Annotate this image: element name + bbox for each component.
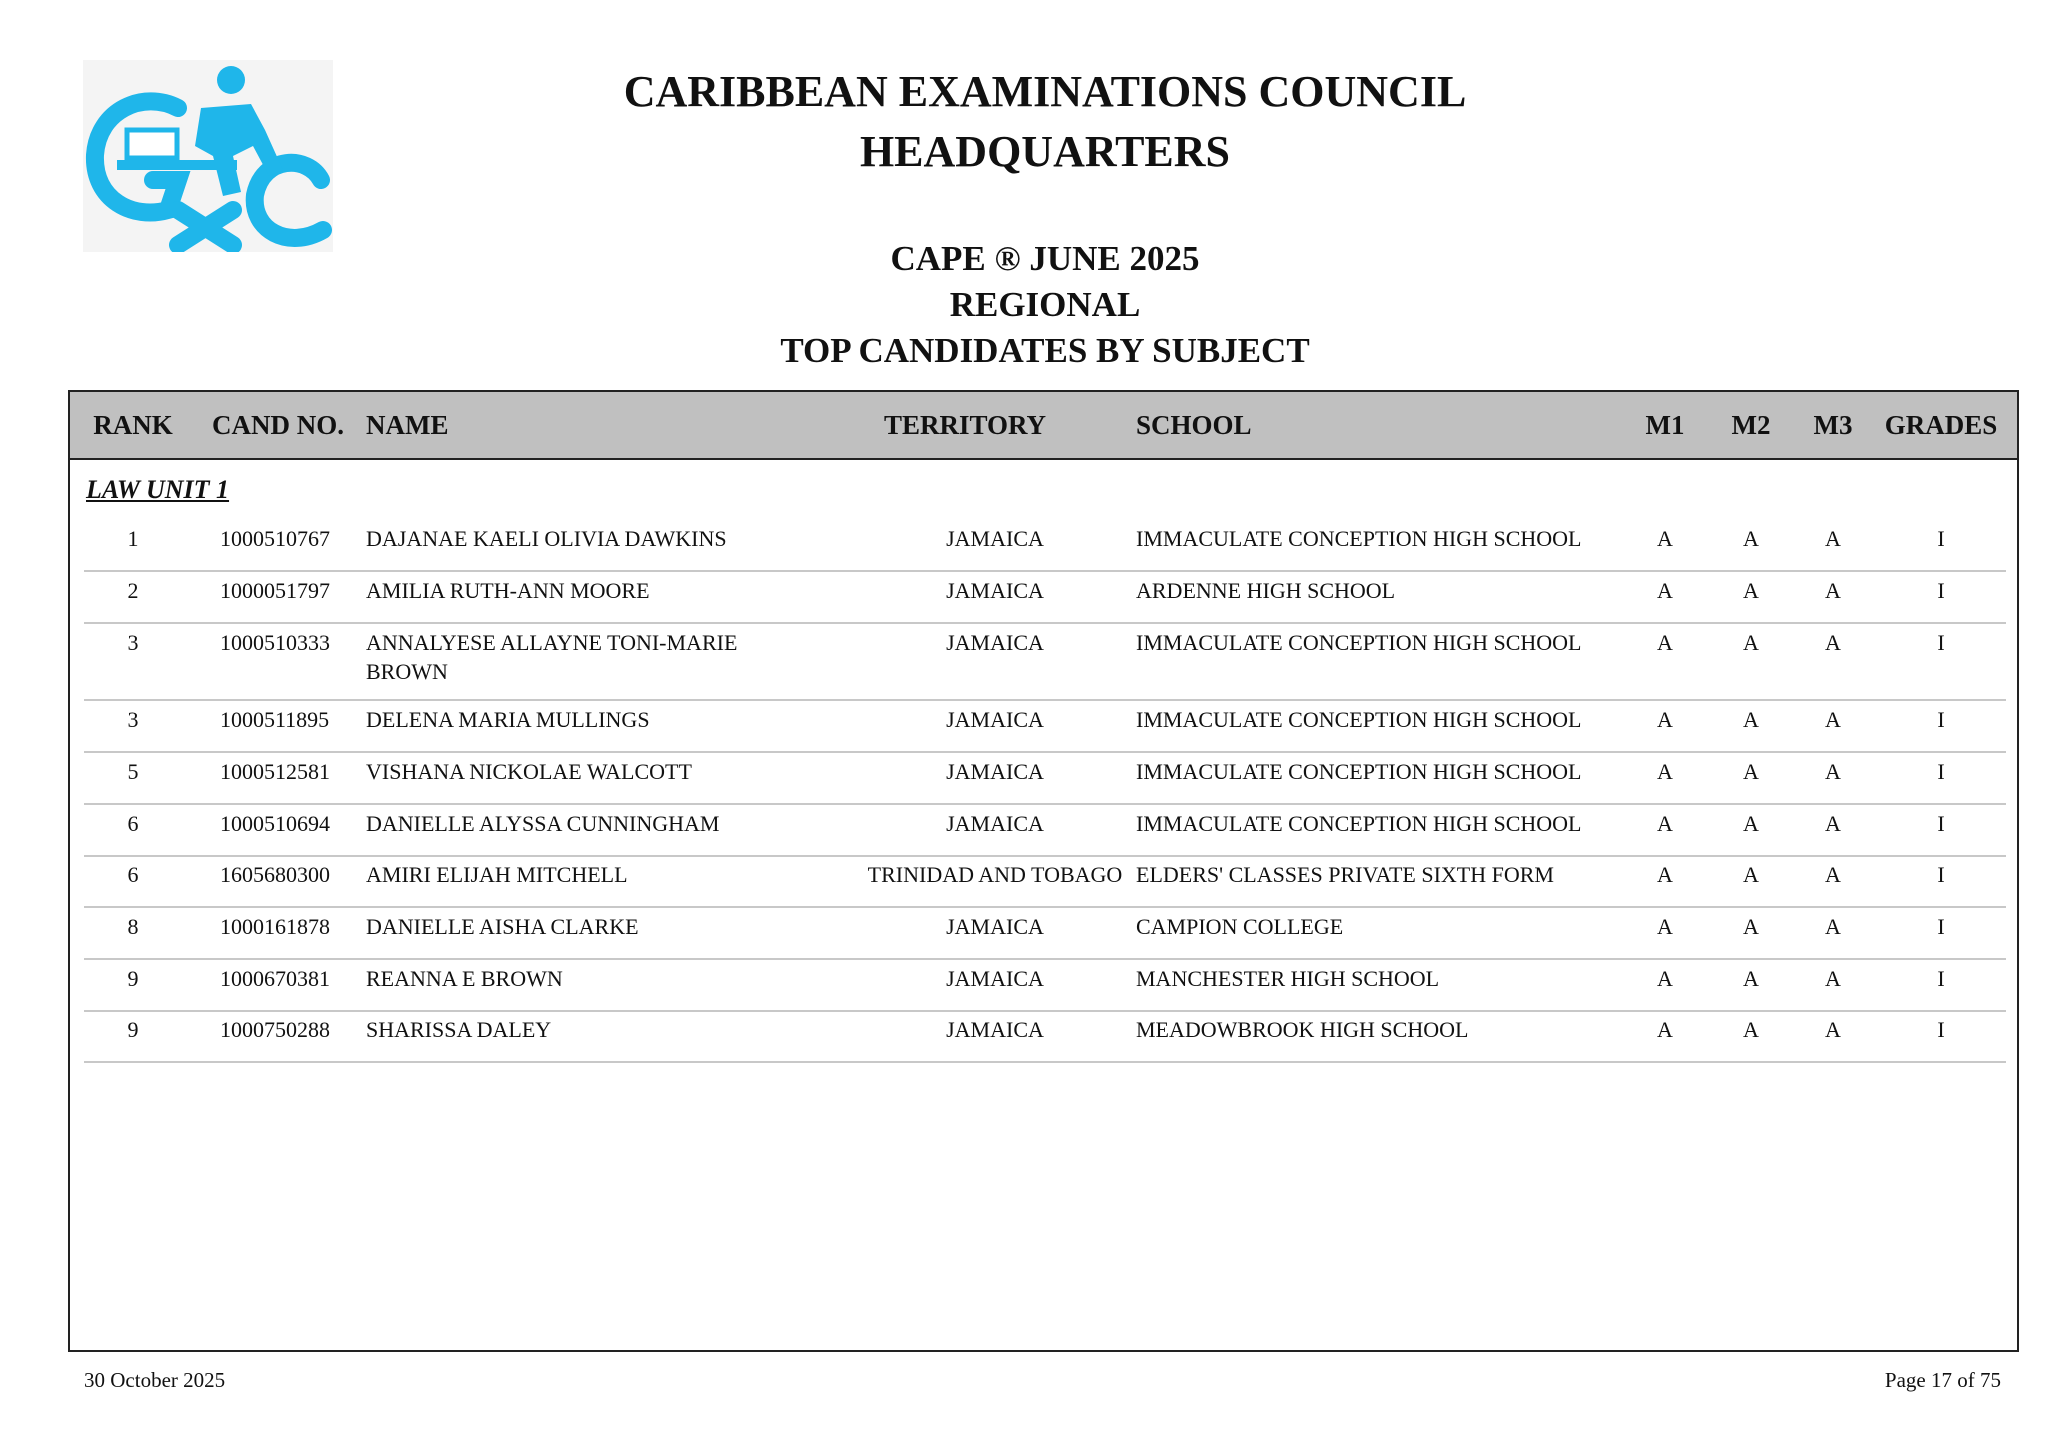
m1-cell: A <box>1657 862 1673 887</box>
m3-cell: A <box>1825 526 1841 551</box>
rank-cell: 2 <box>127 578 139 603</box>
col-rank: RANK <box>93 410 173 440</box>
cand-no-cell: 1000511895 <box>220 707 330 732</box>
cand-no-cell: 1000161878 <box>220 914 330 939</box>
territory-cell: JAMAICA <box>946 630 1044 655</box>
m3-cell: A <box>1825 811 1841 836</box>
m3-cell: A <box>1825 630 1841 655</box>
territory-cell: JAMAICA <box>946 759 1044 784</box>
col-cand-no: CAND NO. <box>212 410 344 440</box>
school-cell: MEADOWBROOK HIGH SCHOOL <box>1136 1017 1469 1042</box>
m2-cell: A <box>1743 526 1759 551</box>
territory-cell: JAMAICA <box>946 1017 1044 1042</box>
m1-cell: A <box>1657 630 1673 655</box>
col-m1: M1 <box>1645 410 1685 440</box>
section-title: LAW UNIT 1 <box>86 475 230 504</box>
col-territory: TERRITORY <box>883 410 1047 440</box>
rank-cell: 9 <box>127 966 139 991</box>
cand-no-cell: 1000510767 <box>220 526 330 551</box>
territory-cell: JAMAICA <box>946 526 1044 551</box>
cand-no-cell: 1000051797 <box>220 578 330 603</box>
grade-cell: I <box>1937 578 1945 603</box>
m2-cell: A <box>1743 630 1759 655</box>
m2-cell: A <box>1743 966 1759 991</box>
name-cell: DANIELLE AISHA CLARKE <box>366 914 639 939</box>
grade-cell: I <box>1937 862 1945 887</box>
rank-cell: 5 <box>127 759 139 784</box>
table-row <box>84 624 2006 701</box>
rank-cell: 1 <box>127 526 139 551</box>
print-date: 30 October 2025 <box>84 1368 226 1392</box>
school-cell: ELDERS' CLASSES PRIVATE SIXTH FORM <box>1136 862 1554 887</box>
school-cell: IMMACULATE CONCEPTION HIGH SCHOOL <box>1136 759 1582 784</box>
org-line-1: CARIBBEAN EXAMINATIONS COUNCIL <box>623 67 1467 116</box>
m3-cell: A <box>1825 862 1841 887</box>
m2-cell: A <box>1743 862 1759 887</box>
grade-cell: I <box>1937 811 1945 836</box>
school-cell: MANCHESTER HIGH SCHOOL <box>1136 966 1440 991</box>
name-cell: DAJANAE KAELI OLIVIA DAWKINS <box>366 526 727 551</box>
m2-cell: A <box>1743 914 1759 939</box>
territory-cell: JAMAICA <box>946 578 1044 603</box>
table-row <box>84 753 2006 805</box>
m3-cell: A <box>1825 914 1841 939</box>
school-cell: IMMACULATE CONCEPTION HIGH SCHOOL <box>1136 630 1582 655</box>
m1-cell: A <box>1657 578 1673 603</box>
m3-cell: A <box>1825 578 1841 603</box>
organization-name <box>0 62 2048 182</box>
m3-cell: A <box>1825 707 1841 732</box>
m2-cell: A <box>1743 811 1759 836</box>
grade-cell: I <box>1937 630 1945 655</box>
region-title: REGIONAL <box>949 285 1141 324</box>
m2-cell: A <box>1743 1017 1759 1042</box>
m1-cell: A <box>1657 759 1673 784</box>
report-subtitle <box>0 236 2048 374</box>
school-cell: IMMACULATE CONCEPTION HIGH SCHOOL <box>1136 707 1582 732</box>
school-cell: ARDENNE HIGH SCHOOL <box>1136 578 1396 603</box>
col-m2: M2 <box>1731 410 1771 440</box>
m1-cell: A <box>1657 914 1673 939</box>
table-row <box>84 805 2006 857</box>
col-school: SCHOOL <box>1136 410 1252 440</box>
name-cell: VISHANA NICKOLAE WALCOTT <box>366 759 692 784</box>
m1-cell: A <box>1657 526 1673 551</box>
results-table <box>68 390 2019 1352</box>
col-name: NAME <box>366 410 449 440</box>
territory-cell: TRINIDAD AND TOBAGO <box>867 862 1123 887</box>
grade-cell: I <box>1937 759 1945 784</box>
territory-cell: JAMAICA <box>946 914 1044 939</box>
m3-cell: A <box>1825 759 1841 784</box>
cand-no-cell: 1000670381 <box>220 966 330 991</box>
table-row <box>84 960 2006 1012</box>
cand-no-cell: 1000750288 <box>220 1017 330 1042</box>
cand-no-cell: 1605680300 <box>220 862 330 887</box>
rank-cell: 3 <box>127 707 139 732</box>
m1-cell: A <box>1657 707 1673 732</box>
rank-cell: 6 <box>127 811 139 836</box>
m3-cell: A <box>1825 966 1841 991</box>
table-row <box>84 520 2006 572</box>
name-cell: DANIELLE ALYSSA CUNNINGHAM <box>366 811 720 836</box>
grade-cell: I <box>1937 707 1945 732</box>
territory-cell: JAMAICA <box>946 966 1044 991</box>
col-m3: M3 <box>1813 410 1853 440</box>
exam-title: CAPE ® JUNE 2025 <box>890 239 1200 278</box>
m1-cell: A <box>1657 811 1673 836</box>
name-cell: ANNALYESE ALLAYNE TONI-MARIE BROWN <box>366 630 738 684</box>
page-number: Page 17 of 75 <box>1884 1368 2001 1392</box>
name-cell: AMILIA RUTH-ANN MOORE <box>366 578 650 603</box>
rank-cell: 3 <box>127 630 139 655</box>
grade-cell: I <box>1937 966 1945 991</box>
m1-cell: A <box>1657 1017 1673 1042</box>
name-cell: DELENA MARIA MULLINGS <box>366 707 650 732</box>
m1-cell: A <box>1657 966 1673 991</box>
school-cell: IMMACULATE CONCEPTION HIGH SCHOOL <box>1136 526 1582 551</box>
org-line-2: HEADQUARTERS <box>859 127 1231 176</box>
cand-no-cell: 1000510694 <box>220 811 330 836</box>
cand-no-cell: 1000510333 <box>220 630 330 655</box>
territory-cell: JAMAICA <box>946 707 1044 732</box>
m2-cell: A <box>1743 578 1759 603</box>
table-row <box>84 701 2006 753</box>
rank-cell: 9 <box>127 1017 139 1042</box>
cand-no-cell: 1000512581 <box>220 759 330 784</box>
col-grades: GRADES <box>1884 410 1998 440</box>
m2-cell: A <box>1743 707 1759 732</box>
table-row <box>84 572 2006 624</box>
table-header <box>70 392 2017 460</box>
name-cell: REANNA E BROWN <box>366 966 563 991</box>
grade-cell: I <box>1937 526 1945 551</box>
name-cell: SHARISSA DALEY <box>366 1017 552 1042</box>
rank-cell: 8 <box>127 914 139 939</box>
grade-cell: I <box>1937 914 1945 939</box>
table-row <box>84 908 2006 960</box>
report-title: TOP CANDIDATES BY SUBJECT <box>780 331 1310 370</box>
m3-cell: A <box>1825 1017 1841 1042</box>
table-row <box>84 856 2006 908</box>
territory-cell: JAMAICA <box>946 811 1044 836</box>
school-cell: CAMPION COLLEGE <box>1136 914 1344 939</box>
rank-cell: 6 <box>127 862 139 887</box>
m2-cell: A <box>1743 759 1759 784</box>
grade-cell: I <box>1937 1017 1945 1042</box>
name-cell: AMIRI ELIJAH MITCHELL <box>366 862 628 887</box>
school-cell: IMMACULATE CONCEPTION HIGH SCHOOL <box>1136 811 1582 836</box>
table-row <box>84 1011 2006 1063</box>
